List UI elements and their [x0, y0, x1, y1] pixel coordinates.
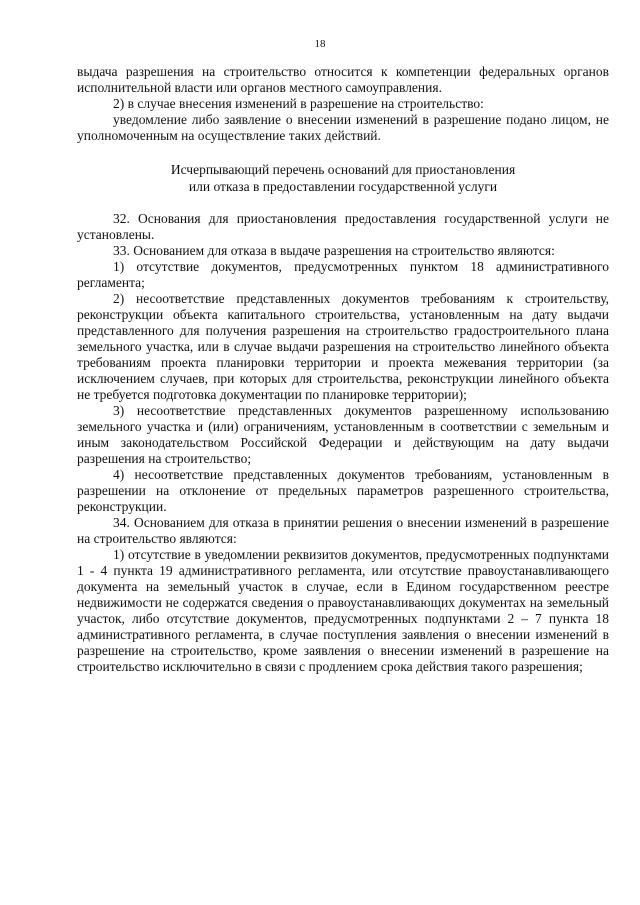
- document-body: [77, 64, 609, 675]
- paragraph-34: 34. Основанием для отказа в принятии решения о внесении изменений в разрешение на строительство являются:: [77, 515, 609, 546]
- paragraph-33: 33. Основанием для отказа в выдаче разрешения на строительство являются:: [113, 243, 555, 258]
- paragraph-34-item-1: 1) отсутствие в уведомлении реквизитов документов, предусмотренных подпунктами 1 - 4 пункта 19 административного регламента, или отсутствие правоустанавливающего документа на земельный участок в случае, если в Едином государственном реестре недвижимости не содержатся сведения о правоустанавливающих документах на земельный участок, либо отсутствие документов, предусмотренных подпунктами 2 – 7 пункта 18 административного регламента, в случае поступления заявления о внесении изменений в разрешение на строительство, кроме заявления о внесении изменений в разрешение на строительство исключительно в связи с продлением срока действия такого разрешения;: [77, 547, 609, 674]
- paragraph-33-item-3: 3) несоответствие представленных документов разрешенному использованию земельного участка и (или) ограничениям, установленным в соответствии с земельным и иным законодательством Российской Федерации и действующим на дату выдачи разрешения на строительство;: [77, 403, 609, 466]
- paragraph-33-item-1: 1) отсутствие документов, предусмотренных пунктом 18 административного регламента;: [77, 259, 609, 290]
- page-number: 18: [314, 38, 326, 50]
- section-heading: [77, 161, 609, 195]
- paragraph-33-item-4: 4) несоответствие представленных документов требованиям, установленным в разрешении на отклонение от предельных параметров разрешенного строительства, реконструкции.: [77, 467, 609, 514]
- paragraph-item-2-changes: 2) в случае внесения изменений в разрешение на строительство:: [113, 96, 484, 111]
- paragraph-competence: выдача разрешения на строительство относится к компетенции федеральных органов исполнительной власти или органов местного самоуправления.: [77, 64, 609, 95]
- paragraph-33-item-2: 2) несоответствие представленных документов требованиям к строительству, реконструкции объекта капитального строительства, установленным на дату выдачи представленного для получения разрешения на строительство градостроительного плана земельного участка, или в случае выдачи разрешения на строительство линейного объекта требованиям проекта планировки территории и проекта межевания территории (за исключением случаев, при которых для строительства, реконструкции линейного объекта не требуется подготовка документации по планировке территории);: [77, 291, 609, 402]
- paragraph-32: 32. Основания для приостановления предоставления государственной услуги не установлены.: [77, 211, 609, 242]
- section-heading-line-1: Исчерпывающий перечень оснований для приостановления: [170, 162, 516, 177]
- section-heading-line-2: или отказа в предоставлении государственной услуги: [188, 179, 498, 194]
- paragraph-unauthorized-person: уведомление либо заявление о внесении изменений в разрешение подано лицом, не уполномоченным на осуществление таких действий.: [77, 112, 609, 143]
